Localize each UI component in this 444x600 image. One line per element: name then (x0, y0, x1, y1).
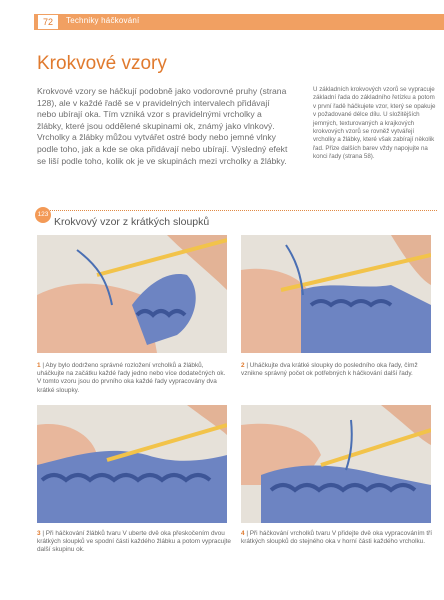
step-2-text: Uháčkujte dva krátké sloupky do posledního oka řady, čímž vznikne správný počet ok potřebných k háčkování další řady. (241, 362, 418, 378)
technique-title: Krokvový vzor z krátkých sloupků (54, 216, 210, 228)
intro-paragraph: Krokvové vzory se háčkují podobně jako vodorovné pruhy (strana 128), ale v každé řadě se v pravidelných intervalech přidávají nebo ubírají oka. Tím vzniká vzor s pravidelnými vrcholky a žlábky, které jsou oddělené skupinami ok, známý jako vlnkový. Vrcholky a žlábky můžou vytvářet ostré body nebo jemné vlnky podle toho, jak a kde se oka přidávají nebo ubírají. Výsledný efekt se liší podle toho, kolik ok je ve skupinách mezi vrcholky a žlábky. (37, 86, 288, 166)
page-number: 72 (38, 15, 58, 29)
step-1-text: Aby bylo dodrženo správné rozložení vrcholků a žlábků, uháčkujte na začátku každé řady jedno nebo více dodatečných ok. V tomto vzoru jsou do prvního oka každé řady vypracovány dva krátké sloupky. (37, 362, 226, 394)
step-4-caption: 4 | Při háčkování vrcholků tvaru V přidejte dvě oka vypracováním tří krátkých sloupků do stejného oka v horní části každého vrcholku. (241, 530, 432, 546)
step-3-text: Při háčkování žlábků tvaru V uberte dvě oka přeskočením dvou krátkých sloupků ve spodní části každého žlábku a potom vypracujte další skupinu ok. (37, 530, 231, 554)
step-3-photo (37, 405, 227, 523)
section-title: Techniky háčkování (66, 16, 140, 25)
step-4-number: 4 (241, 530, 245, 537)
step-3-caption: 3 | Při háčkování žlábků tvaru V uberte dvě oka přeskočením dvou krátkých sloupků ve spodní části každého žlábku a potom vypracujte další skupinu ok. (37, 530, 231, 554)
section-divider (37, 210, 437, 211)
step-4-text: Při háčkování vrcholků tvaru V přidejte dvě oka vypracováním tří krátkých sloupků do stejného oka v horní části každého vrcholku. (241, 530, 432, 546)
step-2-photo (241, 235, 431, 353)
step-3-number: 3 (37, 530, 41, 537)
step-4-photo (241, 405, 431, 523)
step-1-caption: 1 | Aby bylo dodrženo správné rozložení vrcholků a žlábků, uháčkujte na začátku každé řady jedno nebo více dodatečných ok. V tomto vzoru jsou do prvního oka každé řady vypracovány dva krátké sloupky. (37, 362, 226, 394)
step-1-number: 1 (37, 362, 41, 369)
technique-number-badge: 123 (35, 207, 51, 223)
step-1-photo (37, 235, 227, 353)
sidebar-note: U základních krokvových vzorů se vypracuje základní řada do základního řetízku a potom v první řadě háčkujete vzor, který se opakuje v požadované délce dílu. U složitějších jemných, texturovaných a krajkových krokvových vzorů se rovněž vytvářejí vrcholky a žlábky, které však zabírají několik řad. Přize dalších barev vždy napojujte na konci řady (strana 58). (313, 86, 436, 161)
step-2-caption: 2 | Uháčkujte dva krátké sloupky do posledního oka řady, čímž vznikne správný počet ok potřebných k háčkování další řady. (241, 362, 418, 378)
step-2-number: 2 (241, 362, 245, 369)
page-title: Krokvové vzory (37, 53, 167, 74)
